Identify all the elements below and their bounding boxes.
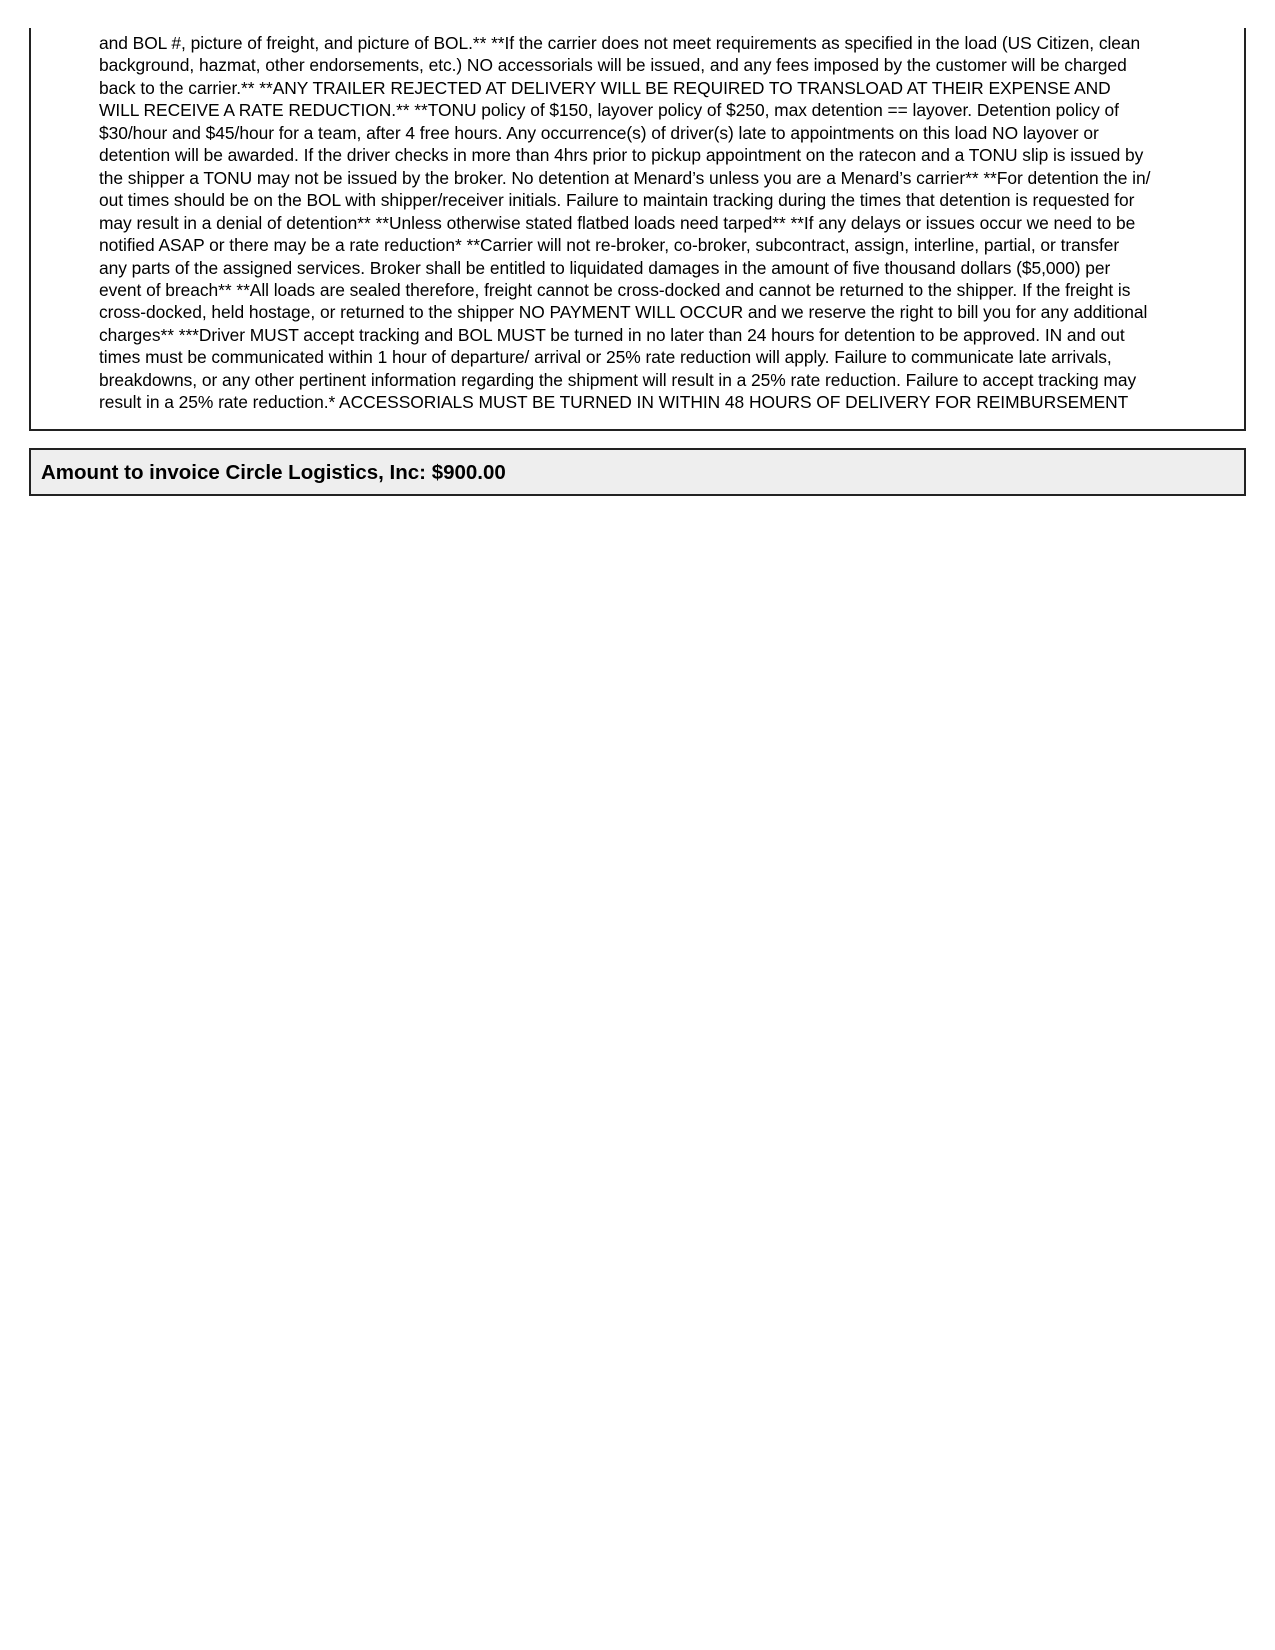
terms-line: any parts of the assigned services. Broker shall be entitled to liquidated damages in the amount of five thousand dollars ($5,000) per (99, 257, 1111, 278)
terms-line: breakdowns, or any other pertinent information regarding the shipment will result in a 25% rate reduction. Failure to accept tracking may (99, 369, 1137, 390)
terms-text-block (99, 32, 1239, 414)
terms-line: back to the carrier.** **ANY TRAILER REJECTED AT DELIVERY WILL BE REQUIRED TO TRANSLOAD AT THEIR EXPENSE AND (99, 77, 1111, 98)
terms-line: detention will be awarded. If the driver checks in more than 4hrs prior to pickup appointment on the ratecon and a TONU slip is issued by (99, 145, 1144, 166)
terms-line: may result in a denial of detention** **Unless otherwise stated flatbed loads need tarped** **If any delays or issues occur we need to be (99, 212, 1136, 233)
terms-line: $30/hour and $45/hour for a team, after 4 free hours. Any occurrence(s) of driver(s) late to appointments on this load NO layover or (99, 122, 1099, 143)
terms-line: and BOL #, picture of freight, and picture of BOL.** **If the carrier does not meet requirements as specified in the load (US Citizen, clean (99, 33, 1141, 53)
terms-line: out times should be on the BOL with shipper/receiver initials. Failure to maintain tracking during the times that detention is requested for (99, 190, 1135, 211)
terms-and-conditions-box (29, 28, 1246, 431)
terms-line: notified ASAP or there may be a rate reduction* **Carrier will not re-broker, co-broker, subcontract, assign, interline, partial, or transfer (99, 235, 1120, 256)
terms-line: charges** ***Driver MUST accept tracking and BOL MUST be turned in no later than 24 hours for detention to be approved. IN and out (99, 324, 1125, 345)
terms-line: event of breach** **All loads are sealed therefore, freight cannot be cross-docked and cannot be returned to the shipper. If the freight is (99, 279, 1131, 300)
terms-line: cross-docked, held hostage, or returned to the shipper NO PAYMENT WILL OCCUR and we reserve the right to bill you for any additional (99, 302, 1148, 323)
terms-line: result in a 25% rate reduction.* ACCESSORIALS MUST BE TURNED IN WITHIN 48 HOURS OF DELIVERY FOR REIMBURSEMENT (99, 392, 1129, 413)
terms-line: the shipper a TONU may not be issued by the broker. No detention at Menard’s unless you are a Menard’s carrier** **For detention the in/ (99, 167, 1151, 188)
invoice-amount-box (29, 448, 1246, 496)
terms-line: times must be communicated within 1 hour of departure/ arrival or 25% rate reduction will apply. Failure to communicate late arrivals, (99, 347, 1112, 368)
terms-line: WILL RECEIVE A RATE REDUCTION.** **TONU policy of $150, layover policy of $250, max detention == layover. Detention policy of (99, 100, 1119, 121)
terms-line: background, hazmat, other endorsements, etc.) NO accessorials will be issued, and any fees imposed by the customer will be charged (99, 55, 1127, 76)
invoice-amount-text: Amount to invoice Circle Logistics, Inc: $900.00 (41, 461, 506, 484)
